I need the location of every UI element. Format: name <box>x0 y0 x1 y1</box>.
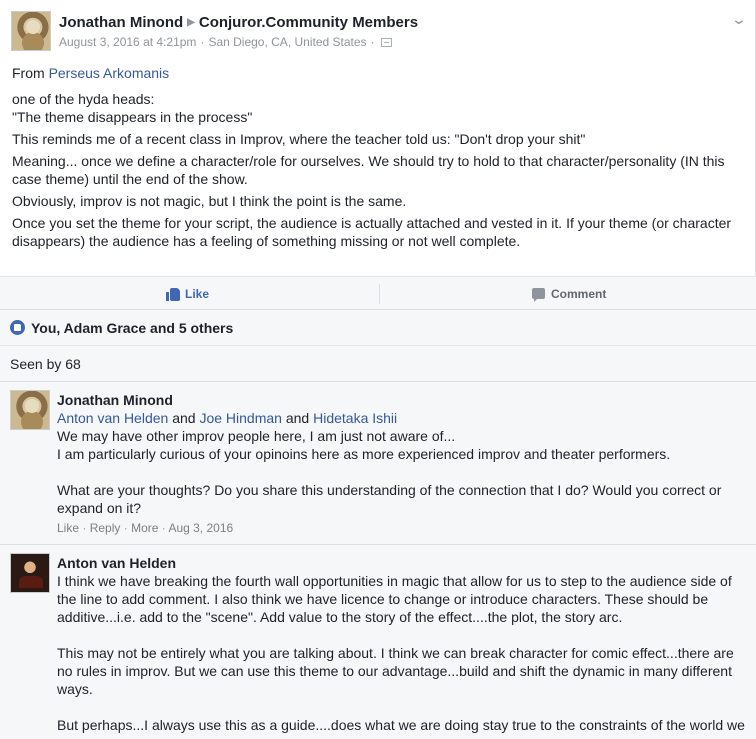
tagged-user-link[interactable]: Anton van Helden <box>57 410 169 426</box>
tag-joiner: and <box>172 410 196 426</box>
comment-date[interactable]: Aug 3, 2016 <box>168 521 234 535</box>
comment-line: What are your thoughts? Do you share this understanding of the connection that I do? Would you correct or expand on it? <box>57 482 722 516</box>
post-line: one of the hyda heads: <box>12 91 155 107</box>
from-label: From <box>12 65 45 81</box>
comment-bubble-icon <box>532 288 545 299</box>
comment-actions <box>57 519 747 537</box>
post-header <box>11 11 748 55</box>
post-line: Obviously, improv is not magic, but I think the point is the same. <box>12 193 407 209</box>
comment-line: We may have other improv people here, I am just not aware of... <box>57 428 456 444</box>
from-line <box>12 64 744 82</box>
comment-more-link[interactable]: More <box>131 521 159 535</box>
separator-dot: · <box>370 35 375 49</box>
separator-dot: · <box>161 521 169 535</box>
like-label: Like <box>185 286 210 301</box>
divider <box>379 284 380 304</box>
reactions-text[interactable]: You, Adam Grace and 5 others <box>31 319 234 336</box>
tagged-user-link[interactable]: Joe Hindman <box>199 410 282 426</box>
comment-body <box>57 391 747 537</box>
post-actions-bar <box>0 276 756 310</box>
separator-dot: · <box>200 35 205 49</box>
group-name[interactable]: Conjuror.Community Members <box>198 14 419 31</box>
post-meta <box>59 35 418 49</box>
comments-section <box>0 382 756 739</box>
caret-right-icon: ▶ <box>187 17 195 28</box>
post-line: This reminds me of a recent class in Improv, where the teacher told us: "Don't drop your shit" <box>12 131 586 147</box>
header-text <box>59 14 418 49</box>
comment-body <box>57 554 747 734</box>
from-name-link[interactable]: Perseus Arkomanis <box>48 65 170 81</box>
comment-paragraph: I think we have breaking the fourth wall opportunities in magic that allow for us to step to the audience side of the line to add comment. I also think we have licence to change or introduce characters. These should be additive...i.e. add to the "scene". Add value to the story of the effect....the plot, the story arc. <box>57 573 732 625</box>
audience-icon[interactable] <box>381 38 392 47</box>
separator-dot: · <box>82 521 90 535</box>
post-line: Once you set the theme for your script, the audience is actually attached and vested in it. If your theme (or character disappears) the audience has a feeling of something missing or not well complete. <box>12 215 732 249</box>
author-line <box>59 14 418 31</box>
commenter-avatar[interactable] <box>10 553 50 593</box>
comment-line: I am particularly curious of your opinoins here as more experienced improv and theater performers. <box>57 446 671 462</box>
author-name[interactable]: Jonathan Minond <box>59 14 184 31</box>
chevron-down-icon[interactable]: ⌄ <box>730 11 748 27</box>
post-line: "The theme disappears in the process" <box>12 109 253 125</box>
spacer <box>57 698 747 716</box>
commenter-avatar[interactable] <box>10 390 50 430</box>
comment-button[interactable] <box>532 277 606 310</box>
comment-like-link[interactable]: Like <box>57 521 80 535</box>
comment-label: Comment <box>551 286 607 301</box>
reactions-summary[interactable] <box>0 310 756 346</box>
thumbs-up-icon <box>166 287 180 301</box>
post-location[interactable]: San Diego, CA, United States <box>208 35 367 49</box>
author-avatar[interactable] <box>11 11 51 51</box>
comment-author[interactable]: Anton van Helden <box>57 555 177 571</box>
post-card <box>0 0 756 276</box>
tagged-user-link[interactable]: Hidetaka Ishii <box>313 410 398 426</box>
like-reaction-icon <box>10 320 25 335</box>
like-button[interactable] <box>166 277 209 310</box>
post-line: Meaning... once we define a character/role for ourselves. We should try to hold to that character/personality (IN this case theme) until the end of the show. <box>12 153 725 187</box>
seen-by[interactable] <box>0 346 756 382</box>
comment-paragraph: But perhaps...I always use this as a guide....does what we are doing stay true to the constraints of the world we <box>57 717 745 733</box>
post-date[interactable]: August 3, 2016 at 4:21pm <box>59 35 197 49</box>
seen-text[interactable]: Seen by 68 <box>10 355 81 372</box>
comment-author[interactable]: Jonathan Minond <box>57 392 173 408</box>
post-body <box>12 64 744 254</box>
spacer <box>57 626 747 644</box>
comment-reply-link[interactable]: Reply <box>89 521 121 535</box>
tag-joiner: and <box>285 410 310 426</box>
comment-paragraph: This may not be entirely what you are talking about. I think we can break character for comic effect...there are no rules in improv. But we can use this theme to our advantage...build and shift the dynamic in many different ways. <box>57 645 734 697</box>
spacer <box>57 463 747 481</box>
tagged-users <box>57 409 747 427</box>
divider <box>0 544 756 545</box>
separator-dot: · <box>123 521 132 535</box>
